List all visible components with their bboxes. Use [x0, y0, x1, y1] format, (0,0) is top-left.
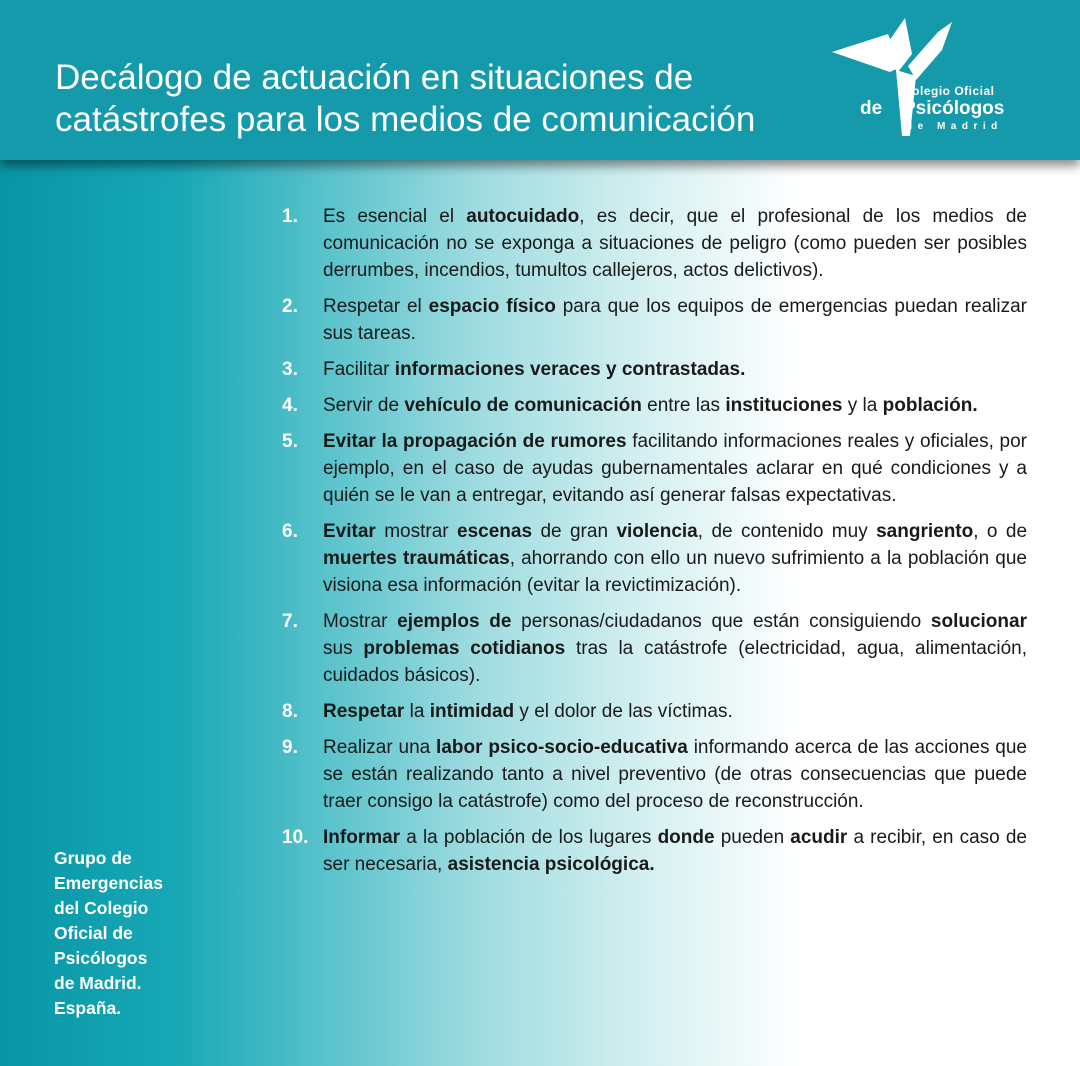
list-item: [282, 824, 1027, 878]
title-line-1: Decálogo de actuación en situaciones de: [55, 58, 694, 97]
decalogo-list: [282, 203, 1027, 887]
sidebar-credit: [54, 846, 204, 1021]
item-number: 7.: [282, 611, 298, 632]
item-text-bold: intimidad: [429, 701, 515, 722]
item-text-bold: Evitar la propagación de rumores: [323, 431, 627, 452]
item-number: 1.: [282, 206, 298, 227]
logo-text-colegio: Colegio Oficial: [903, 84, 995, 98]
list-item: [282, 203, 1027, 284]
item-text-bold: escenas: [457, 521, 533, 542]
list-item: [282, 518, 1027, 599]
item-text: [323, 824, 1027, 878]
logo-text-madrid: de Madrid: [906, 121, 1003, 132]
item-text-bold: asistencia psicológica.: [447, 854, 655, 875]
item-text-bold: sangriento: [876, 521, 974, 542]
list-item: [282, 428, 1027, 509]
item-text-bold: Evitar: [323, 521, 376, 542]
item-text-segment: Facilitar: [323, 359, 395, 380]
item-text-segment: , es decir, que el profesional de los medios de comunicación no se exponga a situaciones de peligro (como pueden ser posibles derrumbes, incendios, tumultos callejeros, actos delictivos).: [323, 206, 1027, 281]
item-text-segment: sus: [323, 638, 364, 659]
list-item: [282, 608, 1027, 689]
item-text: [323, 698, 1027, 725]
item-text-bold: labor psico-socio-educativa: [436, 737, 688, 758]
credit-line: de Madrid.: [54, 973, 142, 993]
logo-text-de: de: [860, 98, 883, 119]
item-text-segment: para que los equipos de emergencias puedan realizar sus tareas.: [323, 296, 1027, 344]
item-text-bold: instituciones: [725, 395, 843, 416]
item-number: 6.: [282, 521, 298, 542]
item-text-segment: la: [404, 701, 430, 722]
item-text-segment: pueden: [714, 827, 791, 848]
item-text-segment: , ahorrando con ello un nuevo sufrimiento a la población que visiona esa información (evitar la revictimización).: [323, 548, 1027, 596]
credit-line: Emergencias: [54, 873, 163, 893]
page-title: [55, 57, 815, 141]
item-text: [323, 428, 1027, 509]
item-text-segment: mostrar: [375, 521, 458, 542]
item-text-segment: de gran: [532, 521, 617, 542]
item-number: 10.: [282, 827, 309, 848]
item-text-bold: autocuidado: [466, 206, 580, 227]
item-number: 2.: [282, 296, 298, 317]
item-text-bold: muertes traumáticas: [323, 548, 510, 569]
item-text: [323, 518, 1027, 599]
title-line-2: catástrofes para los medios de comunicación: [55, 100, 756, 139]
item-text-segment: y la: [842, 395, 883, 416]
item-text-segment: y el dolor de las víctimas.: [514, 701, 733, 722]
item-text-segment: a la población de los lugares: [400, 827, 658, 848]
colegio-logo: [830, 14, 1040, 144]
item-text-segment: facilitando informaciones reales y oficiales, por ejemplo, en el caso de ayudas gubernamentales aclarar en qué condiciones y a quién se le van a entregar, evitando así generar falsas expectativas.: [323, 431, 1027, 506]
item-text-bold: Respetar: [323, 701, 405, 722]
item-text-bold: problemas cotidianos: [363, 638, 566, 659]
item-text-segment: Servir de: [323, 395, 405, 416]
item-text-segment: Mostrar: [323, 611, 398, 632]
credit-line: Oficial de: [54, 923, 133, 943]
item-text: [323, 356, 1027, 383]
item-number: 5.: [282, 431, 298, 452]
item-text-segment: personas/ciudadanos que están consiguiendo: [511, 611, 931, 632]
item-text-segment: a recibir, en caso de ser necesaria,: [323, 827, 1027, 875]
item-text-bold: población.: [882, 395, 978, 416]
item-text-segment: , de contenido muy: [697, 521, 877, 542]
item-number: 8.: [282, 701, 298, 722]
logo-text-psicologos: Psicólogos: [903, 98, 1005, 119]
item-text-segment: Es esencial el: [323, 206, 467, 227]
credit-line: España.: [54, 998, 122, 1018]
item-number: 4.: [282, 395, 298, 416]
item-text-segment: , o de: [973, 521, 1028, 542]
item-text-bold: acudir: [790, 827, 848, 848]
item-text-bold: vehículo de comunicación: [404, 395, 642, 416]
list-item: [282, 734, 1027, 815]
item-text: [323, 608, 1027, 689]
item-text-bold: violencia: [616, 521, 698, 542]
list-item: [282, 356, 1027, 383]
item-text-bold: espacio físico: [428, 296, 556, 317]
item-text: [323, 392, 1027, 419]
list-item: [282, 293, 1027, 347]
list-item: [282, 698, 1027, 725]
header-banner: [0, 0, 1080, 160]
item-text-bold: donde: [657, 827, 715, 848]
item-text: [323, 734, 1027, 815]
credit-line: del Colegio: [54, 898, 149, 918]
item-text-segment: entre las: [641, 395, 726, 416]
item-text-bold: solucionar: [930, 611, 1027, 632]
item-text-bold: Informar: [323, 827, 401, 848]
item-text: [323, 203, 1027, 284]
credit-line: Grupo de: [54, 848, 132, 868]
item-text-segment: Respetar el: [323, 296, 429, 317]
item-text-segment: tras la catástrofe (electricidad, agua, alimentación, cuidados básicos).: [323, 638, 1027, 686]
item-text: [323, 293, 1027, 347]
item-text-bold: ejemplos de: [397, 611, 512, 632]
item-text-bold: informaciones veraces y contrastadas.: [394, 359, 746, 380]
item-number: 9.: [282, 737, 298, 758]
list-item: [282, 392, 1027, 419]
item-text-segment: informando acerca de las acciones que se están realizando tanto a nivel preventivo (de otras consecuencias que puede traer consigo la catástrofe) como del proceso de reconstrucción.: [323, 737, 1027, 812]
item-text-segment: Realizar una: [323, 737, 437, 758]
credit-line: Psicólogos: [54, 948, 148, 968]
item-number: 3.: [282, 359, 298, 380]
